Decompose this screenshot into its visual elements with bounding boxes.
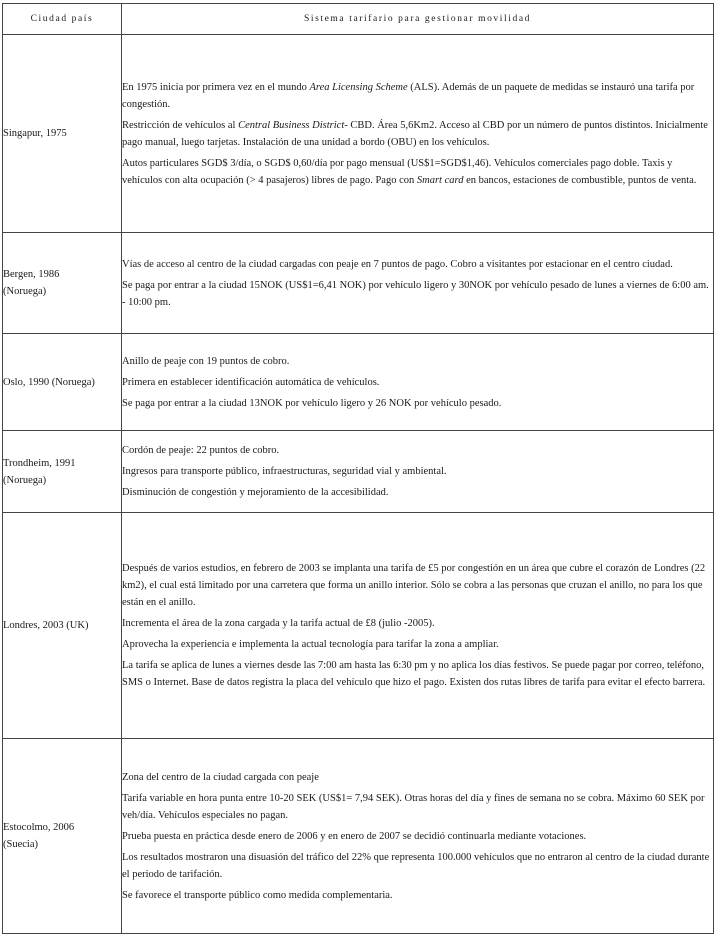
city-line: Bergen, 1986 [3,269,60,280]
description-cell [122,739,714,934]
table-row-bergen [3,233,714,334]
paragraph: Restricción de vehículos al Central Business District- CBD. Área 5,6Km2. Acceso al CBD por un número de puntos distintos. Inicialmente pago manual, luego tarjetas. Instalación de una unidad a bordo (OBU) en los vehículos. [122,119,708,148]
description-cell [122,513,714,739]
table-row-londres [3,513,714,739]
city-cell [3,35,122,233]
paragraph: Autos particulares SGD$ 3/día, o SGD$ 0,60/día por pago mensual (US$1=SGD$1,46). Vehículos comerciales pago doble. Taxis y vehículos con alta ocupación (> 4 pasajeros) libres de pago. Pago con Smart card en bancos, estaciones de combustible, puntos de venta. [122,157,697,186]
paragraph: Tarifa variable en hora punta entre 10-20 SEK (US$1= 7,94 SEK). Otras horas del día y fines de semana no se cobra. Máximo 60 SEK por veh/día. Vehículos especiales no pagan. [122,792,705,821]
paragraph: Se paga por entrar a la ciudad 13NOK por vehículo ligero y 26 NOK por vehículo pesado. [122,397,502,409]
paragraph: Disminución de congestión y mejoramiento de la accesibilidad. [122,487,389,498]
description-cell [122,334,714,431]
paragraph: Cordón de peaje: 22 puntos de cobro. [122,445,280,456]
table-row-trondheim [3,431,714,513]
header-tariff-system: Sistema tarifario para gestionar movilidad [122,4,714,35]
country-line: (Noruega) [3,286,47,297]
paragraph: La tarifa se aplica de lunes a viernes desde las 7:00 am hasta las 6:30 pm y no aplica los días festivos. Se puede pagar por correo, teléfono, SMS o Internet. Base de datos registra la placa del vehículo que hizo el pago. Existen dos rutas libres de tarifa para evitar el efecto barrera. [122,660,706,688]
city-line: Trondheim, 1991 [3,457,76,469]
city-cell [3,739,122,934]
paragraph: Los resultados mostraron una disuasión del tráfico del 22% que representa 100.000 vehículos que no entraron al centro de la ciudad durante el periodo de tarifación. [122,851,710,880]
paragraph: En 1975 inicia por primera vez en el mundo Area Licensing Scheme (ALS). Además de un paquete de medidas se instauró una tarifa por congestión. [122,81,695,110]
paragraph: Aprovecha la experiencia e implementa la actual tecnología para tarifar la zona a ampliar. [122,639,499,650]
table-row-estocolmo [3,739,714,934]
paragraph: Prueba puesta en práctica desde enero de 2006 y en enero de 2007 se decidió continuarla mediante votaciones. [122,830,587,842]
paragraph: Se favorece el transporte público como medida complementaria. [122,889,393,901]
table-row-oslo [3,334,714,431]
paragraph: Anillo de peaje con 19 puntos de cobro. [122,355,290,367]
paragraph: Después de varios estudios, en febrero de 2003 se implanta una tarifa de £5 por congestión en un área que cubre el corazón de Londres (22 km2), el cual está limitado por una carretera que forma un anillo interior. Sólo se cobra a las personas que cruzan el anillo, no para los que están en el anillo. [122,563,706,608]
paragraph: Incrementa el área de la zona cargada y la tarifa actual de £8 (julio -2005). [122,618,435,629]
paragraph: Vías de acceso al centro de la ciudad cargadas con peaje en 7 puntos de pago. Cobro a visitantes por estacionar en el centro ciudad. [122,258,673,270]
country-line: (Noruega) [3,474,47,486]
paragraph: Ingresos para transporte público, infraestructuras, seguridad vial y ambiental. [122,466,447,477]
table-row-singapur [3,35,714,233]
description-cell [122,431,714,513]
paragraph: Se paga por entrar a la ciudad 15NOK (US$1=6,41 NOK) por vehículo ligero y 30NOK por vehículo pesado de lunes a viernes de 6:00 am. - 10:00 pm. [122,279,709,308]
city-line: Oslo, 1990 (Noruega) [3,376,95,388]
paragraph: Zona del centro de la ciudad cargada con peaje [122,771,319,783]
country-line: (Suecia) [3,839,38,850]
city-line: Estocolmo, 2006 [3,822,75,833]
city-cell [3,334,122,431]
city-cell [3,513,122,739]
description-cell [122,233,714,334]
header-city-country: Ciudad país [3,4,122,35]
city-line: Singapur, 1975 [3,128,67,139]
city-cell [3,233,122,334]
table-header-row [3,4,714,35]
city-line: Londres, 2003 (UK) [3,620,89,631]
description-cell [122,35,714,233]
tariff-systems-table [2,3,714,934]
city-cell [3,431,122,513]
paragraph: Primera en establecer identificación automática de vehículos. [122,376,380,388]
